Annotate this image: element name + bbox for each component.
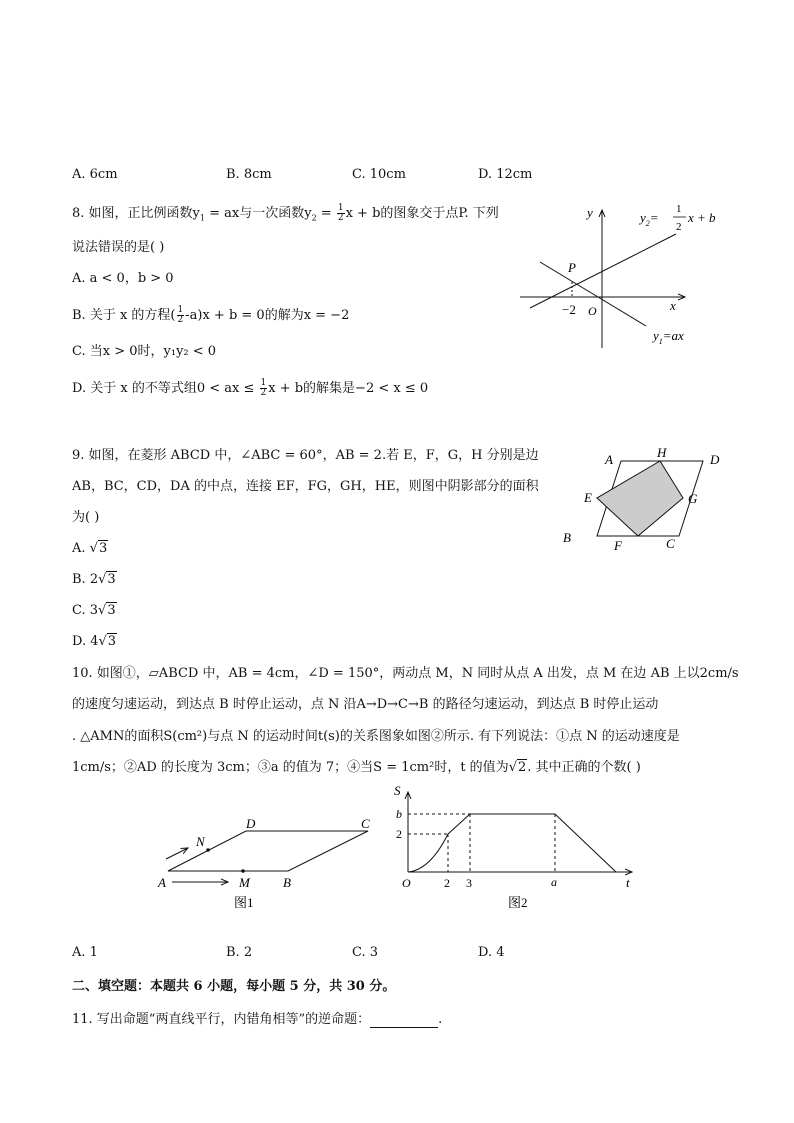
q10-curve-segment bbox=[408, 834, 448, 872]
q10-fig2-caption: 图2 bbox=[508, 895, 528, 910]
q9-label-h: H bbox=[657, 445, 667, 460]
q9-stem-line3: 为( ) bbox=[72, 510, 100, 525]
q8-point-p: P bbox=[568, 260, 576, 275]
q10-label-m: M bbox=[239, 875, 250, 890]
q7-option-c: C. 10cm bbox=[352, 167, 406, 182]
q8-option-d: D. 关于 x 的不等式组0 < ax ≤ $\frac{1}{2}$ x + b的解集是−2 < x ≤ 0 bbox=[72, 378, 429, 398]
q10-label-a: A bbox=[158, 875, 166, 890]
q10-stem-line2: 的速度匀速运动，到达点 B 时停止运动，点 N 沿A→D→C→B 的路径匀速运动，到达点 B 时停止运动 bbox=[72, 697, 659, 712]
q10-label-n: N bbox=[196, 834, 205, 849]
section-2-heading: 二、填空题：本题共 6 小题，每小题 5 分，共 30 分。 bbox=[72, 979, 396, 994]
q8-option-b: B. 关于 x 的方程( $\frac{1}{2}$ -a)x + b = 0的解为x = −2 bbox=[72, 305, 350, 325]
q8-stem: 8. 如图，正比例函数$y_1$ = ax与一次函数$y_2$ = $\frac{1}{2}$ x + b的图象交于点P. 下列 bbox=[72, 203, 499, 223]
q8-x-tick: −2 bbox=[562, 302, 576, 317]
q8-line2-frac-den: 2 bbox=[676, 221, 682, 233]
q9-rhombus-figure bbox=[555, 440, 735, 555]
q9-option-c: C. 3√3 bbox=[72, 603, 116, 618]
q8-line2-tail: x + b bbox=[688, 210, 716, 225]
q9-label-d: D bbox=[710, 452, 720, 467]
q9-label-a: A bbox=[605, 452, 613, 467]
q9-label-g: G bbox=[688, 491, 698, 506]
q10-stem-line3: . △AMN的面积S(cm²)与点 N 的运动时间t(s)的关系图象如图②所示. 有下列说法：①点 N 的运动速度是 bbox=[72, 729, 680, 744]
q9-label-e: E bbox=[584, 490, 592, 505]
q7-option-d: D. 12cm bbox=[478, 167, 533, 182]
q10-option-a: A. 1 bbox=[72, 945, 98, 960]
q10-x-tick-a: a bbox=[551, 875, 557, 889]
q9-stem-line2: AB，BC，CD，DA 的中点，连接 EF，FG，GH，HE，则图中阴影部分的面积 bbox=[72, 479, 539, 494]
q8-y-axis-label: y bbox=[587, 205, 593, 220]
q9-option-d: D. 4√3 bbox=[72, 634, 117, 649]
q9-shaded-rectangle bbox=[597, 461, 683, 536]
q10-x-tick-2: 2 bbox=[444, 876, 450, 890]
q10-stem-line1: 10. 如图①，▱ABCD 中，AB = 4cm，∠D = 150°，两动点 M，N 同时从点 A 出发，点 M 在边 AB 上以2cm/s bbox=[72, 666, 739, 681]
q11-answer-blank[interactable] bbox=[370, 1015, 438, 1028]
q8-x-axis-label: x bbox=[670, 298, 676, 313]
q9-option-b: B. 2√3 bbox=[72, 572, 116, 587]
q10-figure-2 bbox=[390, 780, 650, 915]
q9-label-f: F bbox=[614, 538, 622, 553]
q9-label-c: C bbox=[666, 536, 675, 551]
q10-label-c: C bbox=[361, 816, 370, 831]
q10-s-label: S bbox=[394, 783, 401, 798]
q10-y-tick-2: 2 bbox=[396, 827, 402, 841]
q10-origin-label: O bbox=[402, 876, 411, 890]
q10-option-b: B. 2 bbox=[226, 945, 253, 960]
q10-arrow-n bbox=[166, 848, 188, 859]
q9-option-a: A. √3 bbox=[72, 541, 108, 556]
q10-point-m bbox=[241, 869, 245, 873]
q10-t-label: t bbox=[626, 875, 630, 890]
q8-line2-label: $y_2=$ bbox=[640, 210, 659, 228]
q8-line2-frac-num: 1 bbox=[676, 203, 682, 215]
q8-line1-label: $y_1=ax$ bbox=[653, 328, 684, 346]
q10-stem-line4: 1cm/s；②AD 的长度为 3cm；③a 的值为 7；④当S = 1cm²时，t 的值为√2. 其中正确的个数( ) bbox=[72, 760, 641, 775]
q10-fig1-caption: 图1 bbox=[234, 895, 254, 910]
q10-figure-1 bbox=[150, 812, 380, 912]
q9-stem-line1: 9. 如图，在菱形 ABCD 中，∠ABC = 60°，AB = 2.若 E，F，G，H 分别是边 bbox=[72, 448, 539, 463]
q10-option-c: C. 3 bbox=[352, 945, 379, 960]
q10-point-n bbox=[206, 848, 210, 852]
q10-rise-segment bbox=[448, 814, 470, 834]
q8-option-a: A. a < 0，b > 0 bbox=[72, 271, 174, 286]
q10-y-tick-b: b bbox=[396, 807, 402, 821]
q10-label-b: B bbox=[283, 875, 291, 890]
q7-option-a: A. 6cm bbox=[72, 167, 118, 182]
q9-label-b: B bbox=[563, 530, 571, 545]
q10-label-d: D bbox=[246, 816, 256, 831]
q10-fall-segment bbox=[555, 814, 616, 872]
q8-graph bbox=[510, 200, 730, 360]
q8-stem-line2: 说法错误的是( ) bbox=[72, 240, 165, 255]
q10-x-tick-3: 3 bbox=[466, 876, 472, 890]
q11-stem: 11. 写出命题“两直线平行，内错角相等”的逆命题： . bbox=[72, 1012, 443, 1027]
q8-option-c: C. 当x > 0时，y₁y₂ < 0 bbox=[72, 344, 217, 359]
q8-origin-label: O bbox=[588, 304, 597, 318]
q7-option-b: B. 8cm bbox=[226, 167, 272, 182]
q10-option-d: D. 4 bbox=[478, 945, 505, 960]
